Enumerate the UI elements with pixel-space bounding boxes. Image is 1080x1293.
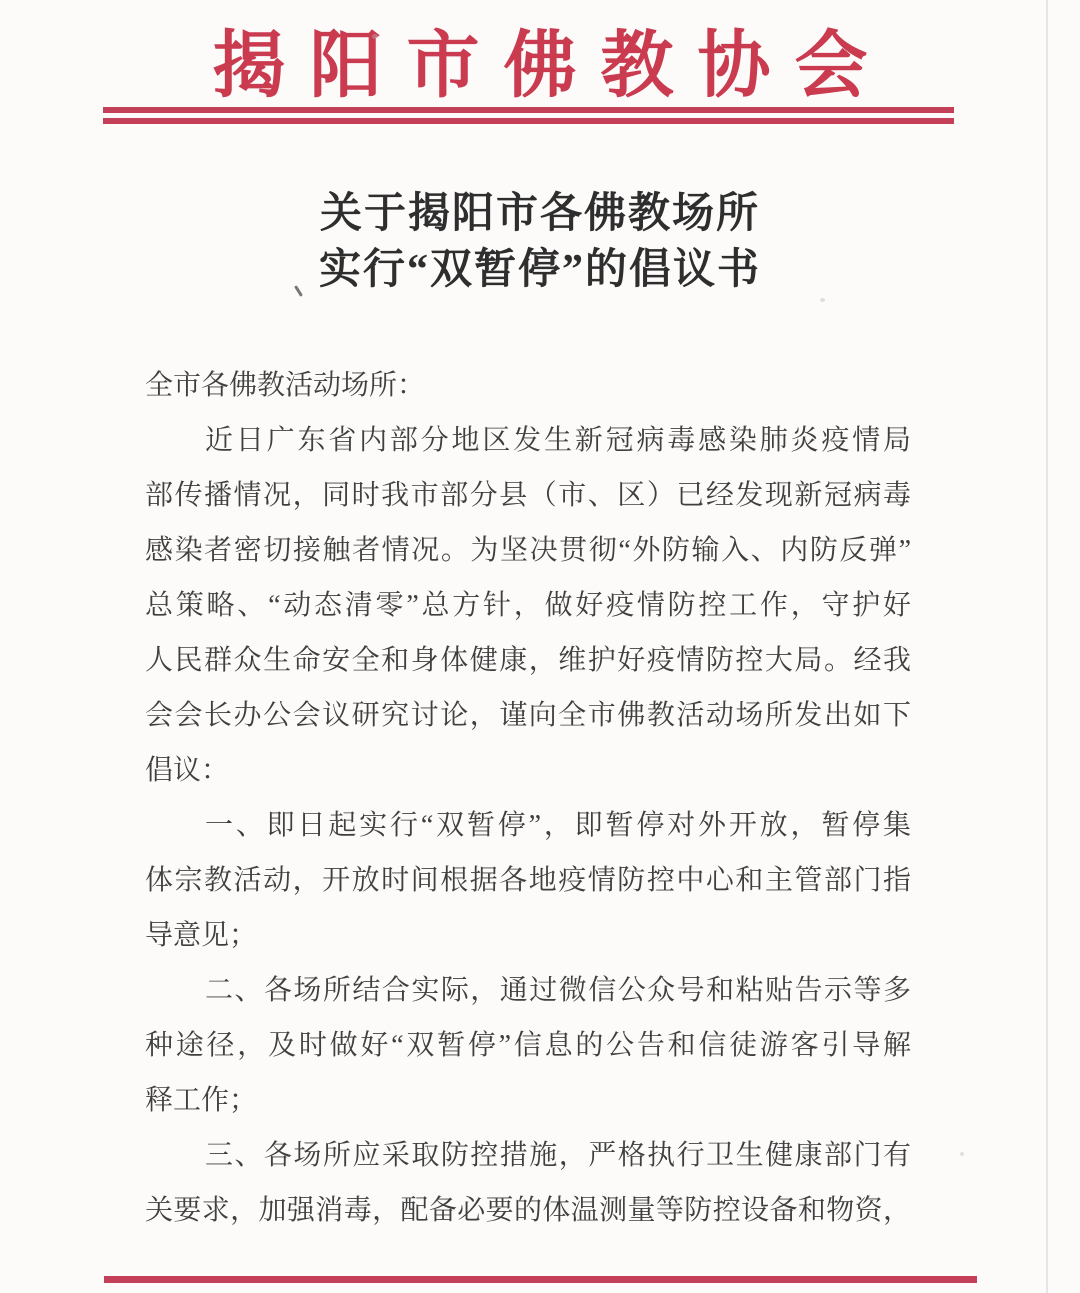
document-title bbox=[0, 186, 1080, 298]
body-line: 关要求，加强消毒，配备必要的体温测量等防控设备和物资， bbox=[145, 1195, 911, 1226]
document-title-line2: 实行“双暂停”的倡议书 bbox=[318, 247, 761, 293]
scan-artifact-vertical-line bbox=[1046, 0, 1048, 1293]
body-line-item-2: 二、各场所结合实际，通过微信公众号和粘贴告示等多 bbox=[205, 975, 911, 1006]
body-line-salutation: 全市各佛教活动场所： bbox=[145, 370, 426, 401]
body-line: 会会长办公会议研究讨论，谨向全市佛教活动场所发出如下 bbox=[145, 700, 911, 731]
body-line-item-3: 三、各场所应采取防控措施，严格执行卫生健康部门有 bbox=[205, 1140, 911, 1171]
body-line: 感染者密切接触者情况。为坚决贯彻“外防输入、内防反弹” bbox=[145, 535, 911, 566]
letterhead-double-rule bbox=[103, 107, 954, 124]
scan-speck bbox=[820, 298, 825, 302]
scan-speck bbox=[960, 1152, 964, 1156]
body-line: 导意见； bbox=[145, 920, 258, 951]
body-line: 种途径，及时做好“双暂停”信息的公告和信徒游客引导解 bbox=[145, 1030, 911, 1061]
body-line: 倡议： bbox=[145, 755, 230, 786]
body-line: 总策略、“动态清零”总方针，做好疫情防控工作，守护好 bbox=[145, 590, 911, 621]
body-line: 人民群众生命安全和身体健康，维护好疫情防控大局。经我 bbox=[145, 645, 911, 676]
body-line-item-1: 一、即日起实行“双暂停”，即暂停对外开放，暂停集 bbox=[205, 810, 911, 841]
body-line: 近日广东省内部分地区发生新冠病毒感染肺炎疫情局 bbox=[205, 425, 911, 456]
body-line: 释工作； bbox=[145, 1085, 258, 1116]
body-line: 部传播情况，同时我市部分县（市、区）已经发现新冠病毒 bbox=[145, 480, 911, 511]
body-line: 体宗教活动，开放时间根据各地疫情防控中心和主管部门指 bbox=[145, 865, 911, 896]
document-body bbox=[145, 358, 911, 1238]
document-title-line1: 关于揭阳市各佛教场所 bbox=[319, 191, 760, 237]
letterhead-organization-name: 揭阳市佛教协会 bbox=[212, 25, 892, 106]
footer-rule bbox=[104, 1276, 977, 1283]
scan-speck bbox=[372, 34, 378, 39]
